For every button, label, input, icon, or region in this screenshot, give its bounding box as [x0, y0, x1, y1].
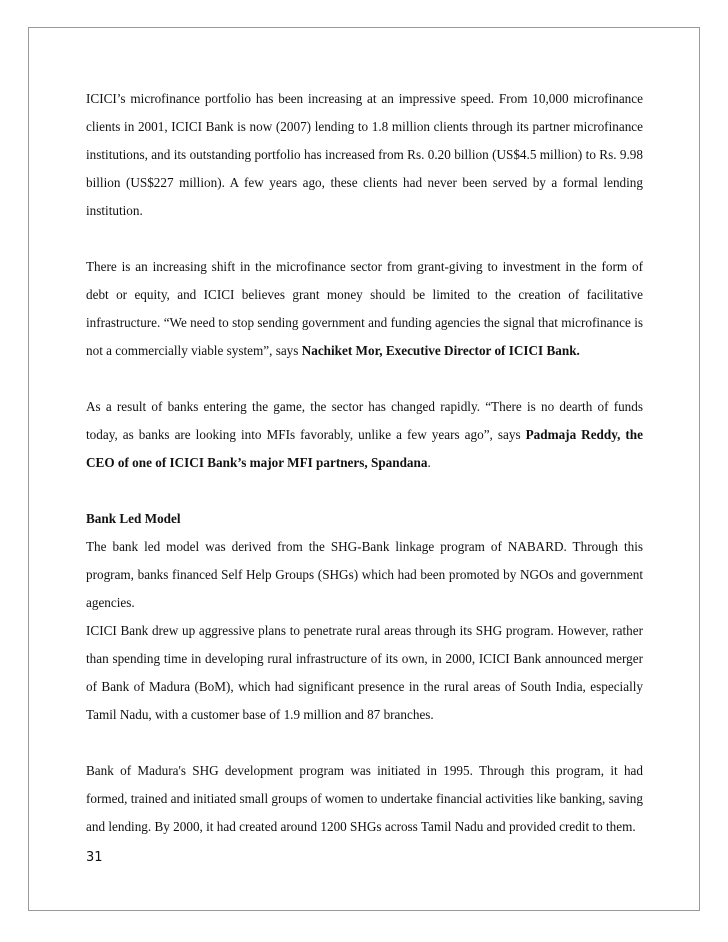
paragraph-grant-shift-text: There is an increasing shift in the microfinance sector from grant-giving to investment in the form of debt or equity, and ICICI believes grant money should be limited to the creation of facilitative infrastructure. “We need to stop sending government and funding agencies the signal that microfinance is not a commercially viable system”, says: [86, 259, 643, 358]
quote-attribution-reddy: Padmaja Reddy, the CEO of one of ICICI Bank’s major MFI partners, Spandana: [86, 427, 643, 470]
section-heading-bank-led-model: Bank Led Model: [86, 511, 181, 526]
paragraph-portfolio-growth: ICICI’s microfinance portfolio has been increasing at an impressive speed. From 10,000 microfinance clients in 2001, ICICI Bank is now (2007) lending to 1.8 million clients through its partner microfinance institutions, and its outstanding portfolio has increased from Rs. 0.20 billion (US$4.5 million) to Rs. 9.98 billion (US$227 million). A few years ago, these clients had never been served by a formal lending institution.: [86, 91, 643, 218]
paragraph-bank-of-madura: Bank of Madura's SHG development program was initiated in 1995. Through this program, it had formed, trained and initiated small groups of women to undertake financial activities like banking, saving and lending. By 2000, it had created around 1200 SHGs across Tamil Nadu and provided credit to them.: [86, 763, 643, 834]
paragraph-banks-entering: [86, 393, 643, 477]
paragraph-gap: [86, 365, 643, 393]
document-body: [86, 85, 643, 841]
paragraph-bank-led-model: The bank led model was derived from the SHG-Bank linkage program of NABARD. Through this program, banks financed Self Help Groups (SHGs) which had been promoted by NGOs and government agencies.: [86, 539, 643, 610]
paragraph-icici-plans: ICICI Bank drew up aggressive plans to penetrate rural areas through its SHG program. However, rather than spending time in developing rural infrastructure of its own, in 2000, ICICI Bank announced merger of Bank of Madura (BoM), which had significant presence in the rural areas of South India, especially Tamil Nadu, with a customer base of 1.9 million and 87 branches.: [86, 623, 643, 722]
page-number: 31: [86, 850, 103, 865]
paragraph-gap: [86, 477, 643, 505]
paragraph-grant-shift: [86, 253, 643, 365]
paragraph-gap: [86, 225, 643, 253]
paragraph-banks-entering-end: .: [427, 455, 431, 470]
paragraph-banks-entering-text: As a result of banks entering the game, the sector has changed rapidly. “There is no dearth of funds today, as banks are looking into MFIs favorably, unlike a few years ago”, says: [86, 399, 643, 442]
quote-attribution-mor: Nachiket Mor, Executive Director of ICICI Bank.: [301, 343, 580, 358]
paragraph-gap: [86, 729, 643, 757]
